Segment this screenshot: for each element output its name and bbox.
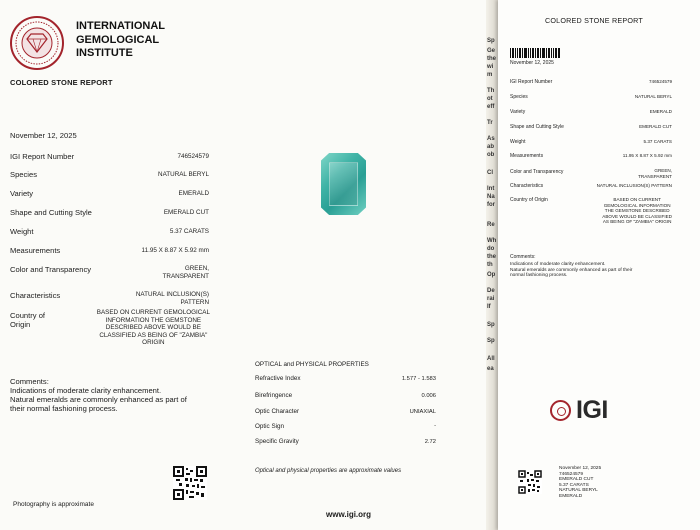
card-label-shape: Shape and Cutting Style [510,124,564,130]
comments-text: Indications of moderate clarity enhancement. Natural emeralds are commonly enhanced as part of their normal fashioning process. [10,386,187,413]
underlying-page-fragment: eff [487,104,495,110]
card-value-species: NATURAL BERYL [634,94,672,99]
card-label-color: Color and Transparency [510,169,564,175]
detail-value-shape: EMERALD CUT [163,209,209,216]
detail-label-color: Color and Transparency [10,265,92,274]
card-label-measurements: Measurements [510,153,544,159]
card-value-characteristics: NATURAL INCLUSION(S) PATTERN [596,183,672,188]
underlying-page-fragment: Tr [487,120,493,126]
underlying-page-fragment: Sp [487,322,495,328]
detail-label-species: Species [10,170,38,179]
optical-value-ri: 1.577 - 1.583 [401,376,436,382]
card-stub-summary: November 12, 2025 746524579 EMERALD CUT 5.37 CARATS NATURAL BERYL EMERALD [559,466,602,499]
detail-value-report-number: 746524579 [177,153,209,160]
card-title: COLORED STONE REPORT [545,16,643,25]
underlying-page-fragment: th [487,262,493,268]
igi-seal-icon [9,15,65,71]
card-label-weight: Weight [510,139,526,145]
underlying-page-fragment: Na [487,194,495,200]
detail-label-characteristics: Characteristics [10,291,61,300]
card-label-report-number: IGI Report Number [510,79,553,85]
optical-value-character: UNIAXIAL [409,409,436,415]
underlying-page-fragment: As [487,136,495,142]
detail-label-weight: Weight [10,227,34,236]
optical-value-sg: 2.72 [424,439,436,445]
underlying-page-fragment: Wh [487,238,497,244]
barcode-icon [510,48,560,58]
detail-label-measurements: Measurements [10,246,61,255]
optical-value-birefringence: 0.006 [421,393,436,399]
igi-ring-icon [550,400,571,421]
igi-logo-text: IGI [576,396,608,424]
card-comments-heading: Comments: [510,254,536,260]
underlying-page-fragment: ab [487,144,495,150]
card-value-weight: 5.37 CARATS [643,139,672,144]
underlying-page-fragment: for [487,202,495,208]
card-value-variety: EMERALD [649,109,672,114]
card-value-shape: EMERALD CUT [639,124,672,129]
photography-note: Photography is approximate [13,501,94,508]
optical-label-sg: Specific Gravity [255,438,299,445]
card-value-measurements: 11.95 X 8.87 X 5.92 mm [622,153,672,158]
underlying-page-fragment: If [487,304,491,310]
org-name: INTERNATIONAL GEMOLOGICAL INSTITUTE [76,20,166,59]
underlying-page-fragment: Int [487,186,495,192]
underlying-page-fragment: m [487,72,493,78]
card-date: November 12, 2025 [510,60,554,66]
underlying-page-fragment: All [487,356,495,362]
underlying-page-fragment: the [487,56,496,62]
card-label-characteristics: Characteristics [510,183,544,189]
comments-heading: Comments: [10,377,49,386]
optical-title: OPTICAL and PHYSICAL PROPERTIES [255,361,369,368]
underlying-page-fragment: ea [487,366,494,372]
optical-label-birefringence: Birefringence [255,392,293,399]
website-link[interactable]: www.igi.org [326,510,372,519]
detail-label-report-number: IGI Report Number [10,152,75,161]
underlying-page-fragment: wi [487,64,494,70]
optical-value-sign: - [434,423,436,429]
emerald-photo [321,153,366,215]
underlying-page-fragment: Sp [487,38,495,44]
underlying-page-fragment: De [487,288,495,294]
detail-value-measurements: 11.95 X 8.87 X 5.92 mm [141,247,209,254]
detail-value-characteristics: NATURAL INCLUSION(S) PATTERN [135,291,209,306]
card-label-species: Species [510,94,528,100]
detail-label-origin: Country of Origin [10,311,46,329]
detail-value-color: GREEN, TRANSPARENT [162,265,209,280]
underlying-page-fragment: Op [487,272,496,278]
detail-label-shape: Shape and Cutting Style [10,208,92,217]
report-title: COLORED STONE REPORT [10,78,113,87]
card-label-variety: Variety [510,109,526,115]
report-date: November 12, 2025 [10,131,77,140]
detail-value-weight: 5.37 CARATS [169,228,209,235]
underlying-page-fragment: Ge [487,48,496,54]
detail-value-variety: EMERALD [178,190,209,197]
card-value-origin: BASED ON CURRENT GEMOLOGICAL INFORMATION THE GEMSTONE DESCRIBED ABOVE WOULD BE CLASSIFIED AS BEING OF "ZAMBIA" ORIGIN [602,197,672,224]
underlying-page-fragment: Sp [487,338,495,344]
underlying-page-fragment: the [487,254,496,260]
underlying-page-fragment: Th [487,88,495,94]
optical-note: Optical and physical properties are approximate values [255,468,402,474]
card-comments-text: Indications of moderate clarity enhancement. Natural emeralds are commonly enhanced as part of their normal fashioning process. [510,262,633,279]
underlying-page-fragment: do [487,246,495,252]
qr-code-icon [173,466,207,500]
card-value-color: GREEN, TRANSPARENT [638,168,672,179]
optical-label-character: Optic Character [255,408,300,415]
underlying-page-fragment: rai [487,296,495,302]
underlying-page-fragment: Cl [487,170,493,176]
detail-value-species: NATURAL BERYL [158,171,209,178]
card-qr-code-icon [518,470,542,494]
underlying-page-fragment: ot [487,96,493,102]
card-value-report-number: 746524579 [649,79,672,84]
detail-label-variety: Variety [10,189,34,198]
card-label-origin: Country of Origin [510,197,548,203]
underlying-page-fragment: ob [487,152,495,158]
detail-value-origin: BASED ON CURRENT GEMOLOGICAL INFORMATION THE GEMSTONE DESCRIBED ABOVE WOULD BE CLASSIFIED AS BEING OF "ZAMBIA" ORIGIN [96,309,210,346]
underlying-page-fragment: Re [487,222,495,228]
optical-label-ri: Refractive Index [255,375,301,382]
optical-label-sign: Optic Sign [255,423,285,430]
